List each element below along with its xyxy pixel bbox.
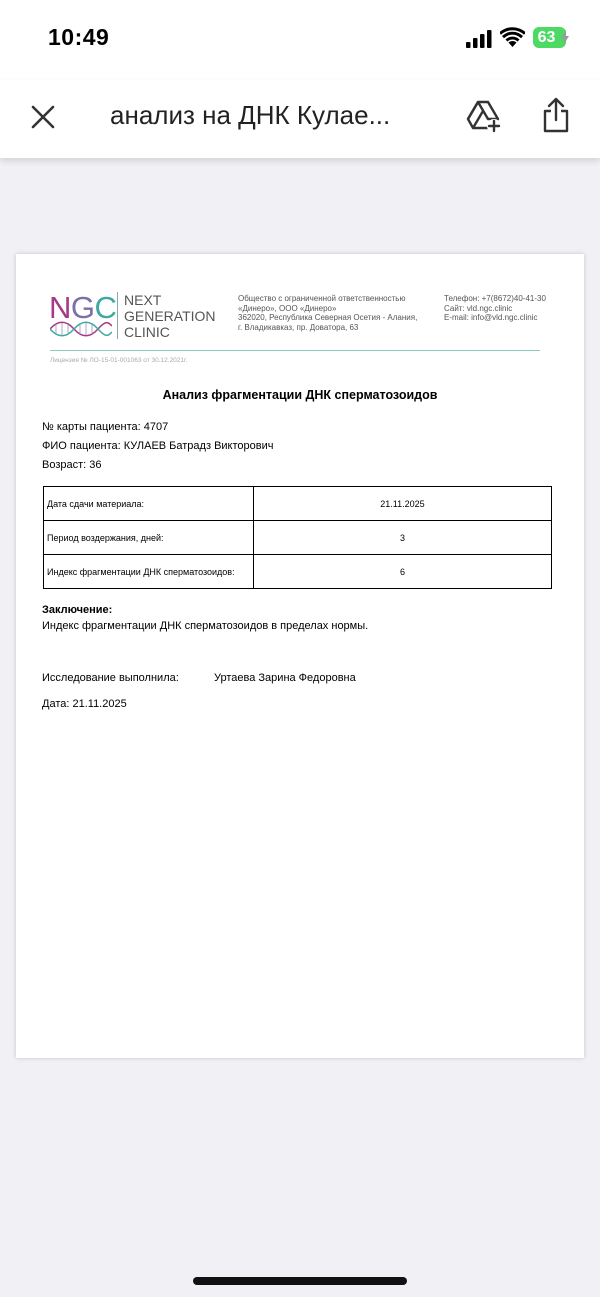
- license-text: Лицензия № ЛО-15-01-001063 от 30.12.2021г.: [50, 357, 188, 364]
- share-button[interactable]: [541, 96, 571, 134]
- header-divider: [50, 350, 540, 351]
- table-row: [44, 555, 552, 589]
- logo-text-line: CLINIC: [124, 324, 170, 340]
- nav-bar: [0, 80, 600, 158]
- table-cell-label: Индекс фрагментации ДНК сперматозоидов:: [44, 555, 254, 589]
- contact-info: [444, 294, 546, 323]
- patient-age: Возраст: 36: [42, 459, 102, 471]
- conclusion-text: Индекс фрагментации ДНК сперматозоидов в пределах нормы.: [42, 620, 369, 632]
- report-date: Дата: 21.11.2025: [42, 698, 127, 710]
- wifi-icon: [500, 27, 525, 47]
- battery-indicator: [533, 27, 571, 48]
- org-info-line: Общество с ограниченной ответственностью: [238, 294, 406, 303]
- logo-letter-n: N: [49, 290, 71, 325]
- table-row: [44, 521, 552, 555]
- table-cell-value: 6: [254, 555, 552, 589]
- status-time: 10:49: [48, 24, 110, 50]
- logo-letter-g: G: [70, 290, 95, 325]
- charging-bolt-icon: [560, 30, 570, 45]
- dna-logo-icon: [50, 320, 112, 338]
- cellular-signal-icon: [466, 30, 492, 48]
- logo-text: [124, 292, 216, 340]
- org-info-line: «Динеро», ООО «Динеро»: [238, 303, 337, 313]
- table-cell-value: 3: [254, 521, 552, 555]
- add-to-drive-button[interactable]: [466, 98, 502, 134]
- home-indicator[interactable]: [193, 1277, 407, 1285]
- conclusion-heading: Заключение:: [42, 604, 113, 616]
- organization-info: [238, 294, 417, 332]
- org-info-line: 362020, Республика Северная Осетия - Алания,: [238, 313, 418, 322]
- document-title: анализ на ДНК Кулае...: [110, 100, 391, 130]
- analysis-title: Анализ фрагментации ДНК сперматозоидов: [162, 388, 438, 402]
- patient-name: ФИО пациента: КУЛАЕВ Батрадз Викторович: [42, 440, 274, 452]
- logo-text-line: NEXT: [124, 292, 162, 308]
- close-button[interactable]: [28, 102, 58, 132]
- logo-letter-c: C: [94, 290, 117, 325]
- performed-by-name: Уртаева Зарина Федоровна: [214, 672, 356, 684]
- patient-card-number: № карты пациента: 4707: [42, 421, 169, 433]
- performed-by-label: Исследование выполнила:: [42, 672, 179, 684]
- contact-site: Сайт: vld.ngc.clinic: [444, 303, 513, 313]
- contact-phone: Телефон: +7(8672)40-41-30: [444, 294, 546, 303]
- status-bar: [0, 0, 600, 80]
- battery-level: 63: [537, 29, 556, 46]
- logo-separator: [117, 292, 118, 339]
- table-row: [44, 487, 552, 521]
- results-table: [43, 486, 552, 589]
- table-cell-label: Дата сдачи материала:: [44, 487, 254, 521]
- table-cell-value: 21.11.2025: [254, 487, 552, 521]
- contact-email: E-mail: info@vld.ngc.clinic: [444, 313, 538, 322]
- org-info-line: г. Владикавказ, пр. Доватора, 63: [238, 322, 359, 332]
- table-cell-label: Период воздержания, дней:: [44, 521, 254, 555]
- logo-text-line: GENERATION: [124, 308, 216, 324]
- document-page: [16, 254, 584, 1058]
